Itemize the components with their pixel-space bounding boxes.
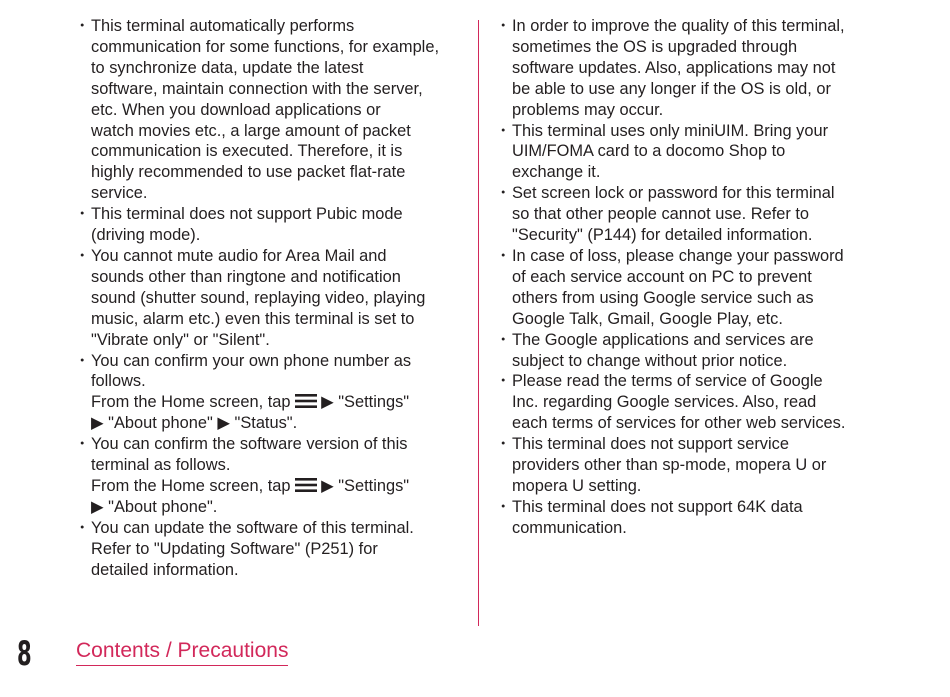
right-precautions-list	[494, 16, 894, 539]
path-prefix: From the Home screen, tap	[91, 393, 291, 412]
text-line: of each service account on PC to prevent	[512, 267, 812, 286]
path-step: "Status".	[234, 414, 298, 433]
right-column	[494, 16, 894, 539]
path-step: "Settings"	[338, 393, 410, 412]
text-line: software updates. Also, applications may not	[512, 58, 836, 77]
text-line: Set screen lock or password for this terminal	[512, 184, 835, 203]
text-line: sound (shutter sound, replaying video, playing	[91, 288, 426, 307]
text-line: sounds other than ringtone and notification	[91, 267, 401, 286]
text-line: The Google applications and services are	[512, 330, 814, 349]
arrow-icon: ▶	[91, 414, 104, 433]
text-line: You can update the software of this terminal.	[91, 518, 414, 537]
bullet: ・	[495, 184, 512, 203]
text-line: highly recommended to use packet flat-rate	[91, 163, 406, 182]
text-line: watch movies etc., a large amount of packet	[91, 121, 411, 140]
text-line: "Security" (P144) for detailed information.	[512, 226, 813, 245]
list-item	[73, 16, 473, 204]
text-line: others from using Google service such as	[512, 288, 814, 307]
navigation-path	[91, 476, 473, 497]
text-line: This terminal does not support 64K data	[512, 497, 803, 516]
list-item	[494, 16, 894, 121]
text-line: be able to use any longer if the OS is old, or	[512, 79, 831, 98]
text-line: communication.	[512, 518, 627, 537]
text-line: This terminal automatically performs	[91, 17, 355, 35]
bullet: ・	[495, 435, 512, 454]
bullet: ・	[495, 121, 512, 140]
list-item	[73, 518, 473, 581]
bullet: ・	[74, 351, 91, 370]
text-line: service.	[91, 184, 148, 203]
list-item	[494, 330, 894, 372]
text-line: follows.	[91, 372, 146, 391]
bullet: ・	[495, 17, 512, 35]
text-line: providers other than sp-mode, mopera U or	[512, 456, 827, 475]
navigation-path-continued	[91, 497, 473, 518]
menu-icon	[295, 394, 317, 408]
text-line: Google Talk, Gmail, Google Play, etc.	[512, 309, 783, 328]
bullet: ・	[74, 205, 91, 224]
bullet: ・	[495, 497, 512, 516]
text-line: music, alarm etc.) even this terminal is set to	[91, 309, 415, 328]
text-line: exchange it.	[512, 163, 601, 182]
list-item	[494, 371, 894, 434]
text-line: etc. When you download applications or	[91, 100, 381, 119]
bullet: ・	[495, 246, 512, 265]
text-line: Please read the terms of service of Google	[512, 372, 823, 391]
arrow-icon: ▶	[217, 414, 230, 433]
path-step: "Settings"	[338, 476, 410, 495]
text-line: This terminal does not support service	[512, 435, 789, 454]
text-line: mopera U setting.	[512, 476, 642, 495]
path-step: "About phone".	[108, 497, 218, 516]
text-line: Refer to "Updating Software" (P251) for	[91, 539, 378, 558]
page-number: 8	[17, 634, 32, 674]
text-line: subject to change without prior notice.	[512, 351, 788, 370]
list-item	[494, 497, 894, 539]
left-column	[73, 16, 473, 580]
bullet: ・	[74, 17, 91, 35]
bullet: ・	[74, 246, 91, 265]
bullet: ・	[74, 435, 91, 454]
column-divider	[478, 20, 479, 626]
text-line: software, maintain connection with the server,	[91, 79, 423, 98]
text-line: This terminal uses only miniUIM. Bring your	[512, 121, 829, 140]
text-line: (driving mode).	[91, 226, 201, 245]
bullet: ・	[495, 330, 512, 349]
text-line: You can confirm the software version of this	[91, 435, 408, 454]
list-item	[494, 246, 894, 330]
text-line: You cannot mute audio for Area Mail and	[91, 246, 387, 265]
list-item	[494, 121, 894, 184]
text-line: Inc. regarding Google services. Also, read	[512, 393, 817, 412]
text-line: terminal as follows.	[91, 456, 231, 475]
text-line: sometimes the OS is upgraded through	[512, 37, 798, 56]
text-line: In order to improve the quality of this terminal,	[512, 17, 845, 35]
menu-icon	[295, 478, 317, 492]
arrow-icon: ▶	[321, 393, 334, 412]
left-precautions-list	[73, 16, 473, 580]
arrow-icon: ▶	[91, 497, 104, 516]
bullet: ・	[495, 372, 512, 391]
text-line: UIM/FOMA card to a docomo Shop to	[512, 142, 786, 161]
text-line: In case of loss, please change your password	[512, 246, 844, 265]
text-line: detailed information.	[91, 560, 239, 579]
path-prefix: From the Home screen, tap	[91, 476, 291, 495]
list-item	[494, 183, 894, 246]
text-line: You can confirm your own phone number as	[91, 351, 412, 370]
text-line: communication is executed. Therefore, it is	[91, 142, 403, 161]
navigation-path-continued	[91, 413, 473, 434]
text-line: so that other people cannot use. Refer to	[512, 205, 810, 224]
navigation-path	[91, 392, 473, 413]
list-item	[494, 434, 894, 497]
text-line: This terminal does not support Pubic mode	[91, 205, 403, 224]
path-step: "About phone"	[108, 414, 213, 433]
text-line: to synchronize data, update the latest	[91, 58, 364, 77]
list-item	[73, 351, 473, 435]
list-item	[73, 246, 473, 351]
arrow-icon: ▶	[321, 476, 334, 495]
text-line: "Vibrate only" or "Silent".	[91, 330, 270, 349]
bullet: ・	[74, 518, 91, 537]
text-line: each terms of services for other web services.	[512, 414, 846, 433]
text-line: problems may occur.	[512, 100, 664, 119]
list-item	[73, 204, 473, 246]
text-line: communication for some functions, for example,	[91, 37, 439, 56]
list-item	[73, 434, 473, 518]
section-title-link[interactable]: Contents / Precautions	[76, 638, 288, 666]
